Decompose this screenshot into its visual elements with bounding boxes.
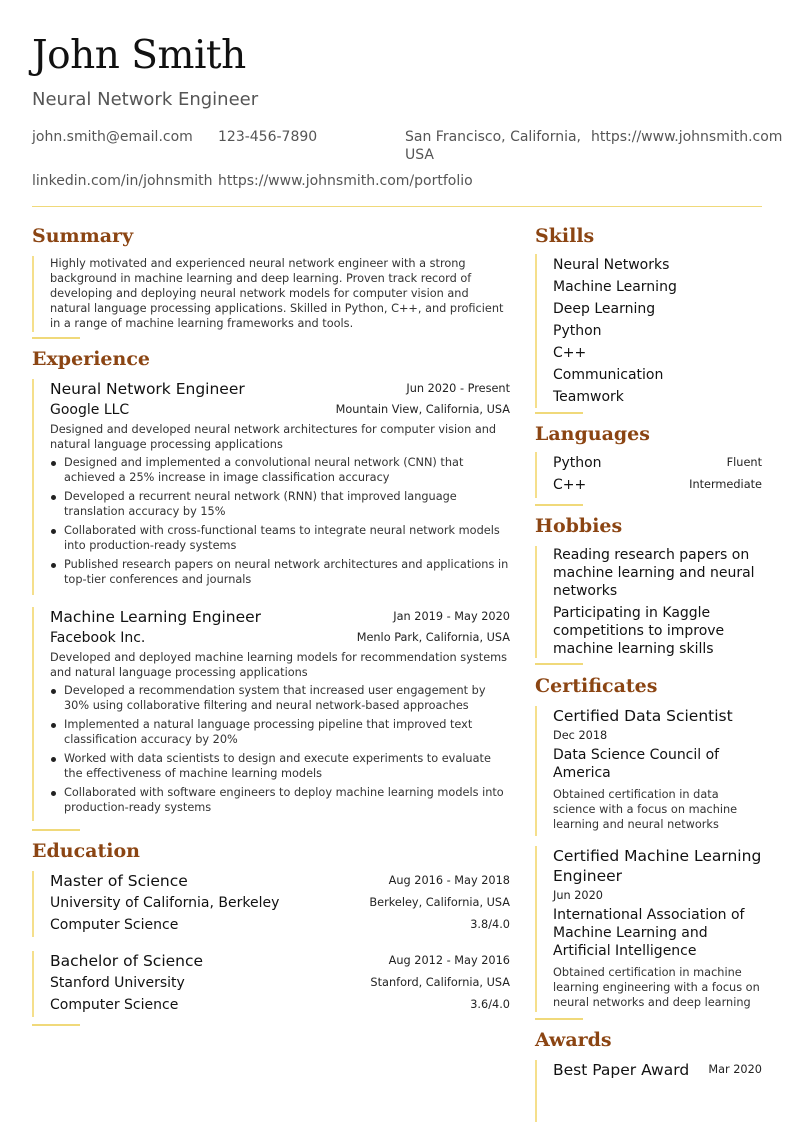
experience-heading: Experience xyxy=(32,348,150,370)
certificate-date: Dec 2018 xyxy=(553,729,608,742)
contact-location xyxy=(405,128,585,164)
skill-item: Python xyxy=(553,323,602,339)
education-gpa: 3.6/4.0 xyxy=(470,998,510,1011)
certificate-title: Certified Machine Learning Engineer xyxy=(553,847,762,885)
education-entry xyxy=(32,871,510,937)
job-bullets xyxy=(50,683,510,815)
education-degree: Master of Science xyxy=(50,872,188,890)
language-level: Fluent xyxy=(726,456,762,469)
job-entry xyxy=(32,607,510,821)
experience-underline xyxy=(32,829,80,831)
skills-underline xyxy=(535,412,583,414)
certificate-description: Obtained certification in data science with a focus on machine learning and neural networks xyxy=(553,788,738,831)
job-bullet: Implemented a natural language processing pipeline that improved text classification accuracy by 20% xyxy=(50,717,510,747)
summary-block xyxy=(32,256,510,332)
job-dates: Jan 2019 - May 2020 xyxy=(393,610,510,623)
skills-heading: Skills xyxy=(535,225,595,247)
job-description: Designed and developed neural network architectures for computer vision and natural language processing applications xyxy=(50,423,497,451)
awards-block xyxy=(535,1060,762,1122)
languages-heading: Languages xyxy=(535,423,650,445)
education-heading: Education xyxy=(32,840,140,862)
languages-underline xyxy=(535,504,583,506)
skill-item: C++ xyxy=(553,345,587,361)
summary-heading: Summary xyxy=(32,225,134,247)
skills-block xyxy=(535,254,762,408)
job-bullet: Developed a recurrent neural network (RNN) that improved language translation accuracy by 15% xyxy=(50,489,510,519)
languages-block xyxy=(535,452,762,498)
job-bullet: Developed a recommendation system that increased user engagement by 30% using collaborative filtering and neural network-based approaches xyxy=(50,683,510,713)
language-name: C++ xyxy=(553,477,587,493)
job-company: Facebook Inc. xyxy=(50,630,146,646)
job-entry xyxy=(32,379,510,595)
education-location: Berkeley, California, USA xyxy=(369,896,510,909)
hobbies-underline xyxy=(535,663,583,665)
contact-location-line1: San Francisco, California, xyxy=(405,129,582,145)
job-bullet: Published research papers on neural network architectures and applications in top-tier conferences and journals xyxy=(50,557,510,587)
certificate-entry xyxy=(535,706,762,836)
header-divider xyxy=(32,206,762,207)
education-dates: Aug 2012 - May 2016 xyxy=(388,954,510,967)
job-bullet: Collaborated with software engineers to deploy machine learning models into production-ready systems xyxy=(50,785,510,815)
job-bullets xyxy=(50,455,510,587)
candidate-name: John Smith xyxy=(32,33,246,78)
contact-linkedin[interactable]: linkedin.com/in/johnsmith xyxy=(32,173,213,189)
education-field: Computer Science xyxy=(50,917,179,933)
education-school: University of California, Berkeley xyxy=(50,895,280,911)
award-date: Mar 2020 xyxy=(708,1063,762,1076)
education-entry xyxy=(32,951,510,1017)
education-location: Stanford, California, USA xyxy=(370,976,510,989)
education-school: Stanford University xyxy=(50,975,185,991)
candidate-role: Neural Network Engineer xyxy=(32,89,259,110)
skill-item: Communication xyxy=(553,367,664,383)
certificate-description: Obtained certification in machine learning engineering with a focus on neural networks and deep learning xyxy=(553,966,760,1009)
certificates-heading: Certificates xyxy=(535,675,658,697)
contact-phone: 123-456-7890 xyxy=(218,129,318,145)
job-bullet: Collaborated with cross-functional teams to integrate neural network models into production-ready systems xyxy=(50,523,510,553)
job-bullet: Designed and implemented a convolutional neural network (CNN) that achieved a 25% increase in image classification accuracy xyxy=(50,455,510,485)
skill-item: Machine Learning xyxy=(553,279,677,295)
summary-text: Highly motivated and experienced neural network engineer with a strong background in machine learning and deep learning. Proven track record of developing and deploying neural network models for computer vision and natural language processing applications. Skilled in Python, C++, and proficient in a range of machine learning frameworks and tools. xyxy=(50,257,504,330)
certificate-date: Jun 2020 xyxy=(553,889,603,902)
education-degree: Bachelor of Science xyxy=(50,952,204,970)
job-description: Developed and deployed machine learning models for recommendation systems and natural language processing applications xyxy=(50,651,508,679)
job-title: Neural Network Engineer xyxy=(50,380,245,398)
certificate-org: Data Science Council of America xyxy=(553,747,720,781)
awards-heading: Awards xyxy=(535,1029,612,1051)
job-title: Machine Learning Engineer xyxy=(50,608,262,626)
job-location: Menlo Park, California, USA xyxy=(356,631,510,644)
education-dates: Aug 2016 - May 2018 xyxy=(388,874,510,887)
job-dates: Jun 2020 - Present xyxy=(406,382,510,395)
language-name: Python xyxy=(553,455,602,471)
award-title: Best Paper Award xyxy=(553,1061,690,1079)
certificate-org: International Association of Machine Learning and Artificial Intelligence xyxy=(553,907,745,959)
language-level: Intermediate xyxy=(689,478,762,491)
contact-website[interactable]: https://www.johnsmith.com xyxy=(591,129,783,145)
education-gpa: 3.8/4.0 xyxy=(470,918,510,931)
hobby-item: Participating in Kaggle competitions to improve machine learning skills xyxy=(553,605,725,657)
certificate-entry xyxy=(535,846,762,1012)
education-underline xyxy=(32,1024,80,1026)
contact-portfolio[interactable]: https://www.johnsmith.com/portfolio xyxy=(218,173,473,189)
education-field: Computer Science xyxy=(50,997,179,1013)
hobby-item: Reading research papers on machine learning and neural networks xyxy=(553,547,755,599)
summary-underline xyxy=(32,337,80,339)
job-bullet: Worked with data scientists to design and execute experiments to evaluate the effectiveness of machine learning models xyxy=(50,751,510,781)
certificate-title: Certified Data Scientist xyxy=(553,707,733,725)
certificates-underline xyxy=(535,1018,583,1020)
skill-item: Deep Learning xyxy=(553,301,656,317)
hobbies-heading: Hobbies xyxy=(535,515,623,537)
skill-item: Neural Networks xyxy=(553,257,670,273)
hobbies-block xyxy=(535,546,762,658)
contact-location-line2: USA xyxy=(405,147,434,163)
skill-item: Teamwork xyxy=(553,389,624,405)
job-company: Google LLC xyxy=(50,402,130,418)
job-location: Mountain View, California, USA xyxy=(335,403,510,416)
contact-email[interactable]: john.smith@email.com xyxy=(32,129,193,145)
